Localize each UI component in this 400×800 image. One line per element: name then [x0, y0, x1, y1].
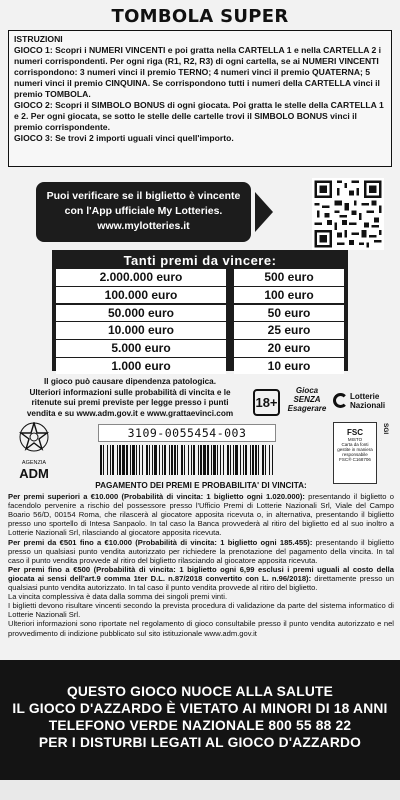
sgi-label: SGI	[382, 423, 389, 435]
prize-left: 50.000 euro	[56, 305, 226, 322]
prize-row	[56, 322, 344, 339]
senza-word: SENZA	[293, 395, 321, 404]
instructions-gioco1: GIOCO 1: Scopri i NUMERI VINCENTI e poi gratta nella CARTELLA 1 e nella CARTELLA 2 i numeri corrispondenti. Per ogni riga (R1, R2, R3) di ogni cartella, se ai NUMERI VINCENTI corrispondono: 3 numeri vinci il premio TERNO; 4 numeri vinci il premio QUATERNA; 5 numeri vinci il premio CINQUINA. Se corrispondono tutti i numeri della CARTELLA vinci il premio TOMBOLA.	[14, 45, 382, 99]
lotterie-logo-icon	[333, 393, 348, 408]
lotterie-line2: Nazionali	[350, 401, 386, 410]
fsc-note: Carta da fonti gestite in maniera responsabile	[337, 442, 373, 457]
prize-row	[56, 340, 344, 357]
payment-p2-text: presentando il biglietto presso un qualsiasi punto vendita autorizzato per richiedere la prenotazione del pagamento della vincita. In tal caso il punto vendita provvede al ritiro del biglietto rilasciando al giocatore apposita ricevuta.	[8, 537, 395, 565]
prize-row	[56, 358, 344, 375]
prize-row	[56, 287, 344, 304]
prize-left: 1.000 euro	[56, 358, 226, 375]
payment-p1	[8, 492, 394, 537]
fsc-code: FSC® C168706	[339, 457, 371, 462]
payment-p4: La vincita complessiva è data dalla somma dei singoli premi vinti.	[8, 592, 228, 602]
payment-heading: PAGAMENTO DEI PREMI E PROBABILITA' DI VINCITA:	[95, 481, 307, 490]
warning-line3: ritenute sui premi previste per legge presso i punti	[31, 398, 229, 407]
italian-emblem-icon	[17, 422, 51, 454]
app-url[interactable]: www.mylotteries.it	[97, 220, 190, 232]
payment-p3-bold: Per premi fino a €500 (Probabilità di vincita: 1 biglietto ogni 6,99 esclusi i premi uguali al costo della giocata ai sensi dell'art.9 comma 1ter D.L. n.87/2018 convertito con L. n.96/2018):	[8, 564, 394, 583]
payment-p1-bold: Per premi superiori a €10.000 (Probabilità di vincita: 1 biglietto ogni 1.020.000):	[8, 492, 305, 502]
prize-row	[56, 269, 344, 286]
footer-line4: PER I DISTURBI LEGATI AL GIOCO D'AZZARDO	[38, 735, 362, 750]
adm-logo	[8, 422, 60, 481]
health-warning-footer	[0, 660, 400, 780]
lotterie-nazionali-logo	[333, 392, 395, 410]
agency-label: AGENZIA	[21, 460, 47, 466]
payment-info	[8, 481, 394, 638]
instructions-gioco2: GIOCO 2: Scopri il SIMBOLO BONUS di ogni giocata. Poi gratta le stelle della CARTELLA 1 e 2. Per ogni giocata, se sotto le stelle delle cartelle trovi il SIMBOLO BONUS vinci il premio corrispondente.	[14, 100, 384, 132]
warning-line2: Ulteriori informazioni sulle probabilità di vincita e le	[29, 387, 231, 397]
warning-line4: vendita e su www.adm.gov.it e www.grattaevinci.com	[26, 408, 234, 418]
addiction-warning	[8, 377, 252, 419]
warning-line1: Il gioco può causare dipendenza patologica.	[44, 377, 216, 386]
payment-p1-text: presentando il biglietto o facendolo pervenire a rischio del possessore presso l'Ufficio Premi di Lotterie Nazionali Srl, Viale del Campo Boario 56/D, 00154 Roma, che rilascerà al giocatore apposita ricevuta o, in alternativa, presentando il biglietto presso uno sportello di Intesa Sanpaolo. In tal caso la Banca provvederà al ritiro del biglietto ed al suo inoltro a Lotterie Nazionali Srl, rilasciando al giocatore apposita ricevuta.	[8, 492, 395, 538]
serial-number: 3109-0055454-003	[98, 424, 276, 442]
arrow-right-icon	[255, 192, 273, 232]
payment-p3-text: direttamente presso un qualsiasi punto vendita autorizzato. In tal caso il punto vendita provvede al ritiro del biglietto.	[8, 573, 395, 593]
app-banner	[36, 182, 251, 242]
gioca-word: Gioca	[295, 386, 319, 395]
prize-left: 100.000 euro	[56, 287, 226, 304]
prize-left: 2.000.000 euro	[56, 269, 226, 286]
footer-line3: TELEFONO VERDE NAZIONALE 800 55 88 22	[48, 718, 352, 733]
prize-left: 5.000 euro	[56, 340, 226, 357]
footer-line1: QUESTO GIOCO NUOCE ALLA SALUTE	[66, 684, 334, 699]
adm-label: ADM	[19, 466, 49, 481]
esagerare-word: Esagerare	[287, 404, 327, 413]
prize-right: 500 euro	[234, 269, 344, 286]
footer-line2: IL GIOCO D'AZZARDO È VIETATO AI MINORI DI 18 ANNI	[12, 701, 388, 716]
payment-p5: I biglietti devono risultare vincenti secondo la prevista procedura di validazione da parte del sistema informatico di Lotterie Nazionali Srl.	[8, 601, 394, 620]
qr-code[interactable]	[312, 178, 384, 250]
prize-right: 100 euro	[234, 287, 344, 304]
prize-left: 10.000 euro	[56, 322, 226, 339]
prize-right: 20 euro	[234, 340, 344, 357]
fsc-misto: MISTO	[347, 437, 363, 442]
instructions-box	[8, 30, 392, 167]
instructions-gioco3: GIOCO 3: Se trovi 2 importi uguali vinci quell'importo.	[14, 133, 234, 143]
prize-right: 10 euro	[234, 358, 344, 375]
payment-p2	[8, 538, 394, 565]
prize-right: 50 euro	[234, 305, 344, 322]
app-line1: Puoi verificare se il biglietto è vincente	[46, 190, 241, 202]
prize-row	[56, 305, 344, 322]
ticket-title: TOMBOLA SUPER	[111, 6, 289, 27]
app-line2: con l'App ufficiale My Lotteries.	[64, 205, 223, 217]
age-18-badge: 18+	[253, 389, 280, 416]
lotterie-line1: Lotterie	[350, 392, 380, 401]
bottom-strip	[0, 780, 400, 800]
fsc-badge	[333, 422, 377, 484]
payment-p3	[8, 565, 394, 592]
prize-heading: Tanti premi da vincere:	[123, 253, 277, 268]
prize-right: 25 euro	[234, 322, 344, 339]
prize-table	[52, 250, 348, 371]
gioca-senza-esagerare-logo	[285, 386, 329, 420]
payment-p2-bold: Per premi da €501 fino a €10.000 (Probabilità di vincita: 1 biglietto ogni 185.455):	[8, 537, 313, 547]
instructions-heading: ISTRUZIONI	[14, 34, 63, 44]
payment-p6: Ulteriori informazioni sono riportate nel regolamento di gioco consultabile presso il punto vendita autorizzato e nel provvedimento di indizione pubblicato sul sito istituzionale www.adm.gov.it	[8, 619, 394, 638]
barcode	[98, 445, 276, 475]
fsc-brand: FSC	[347, 428, 363, 437]
